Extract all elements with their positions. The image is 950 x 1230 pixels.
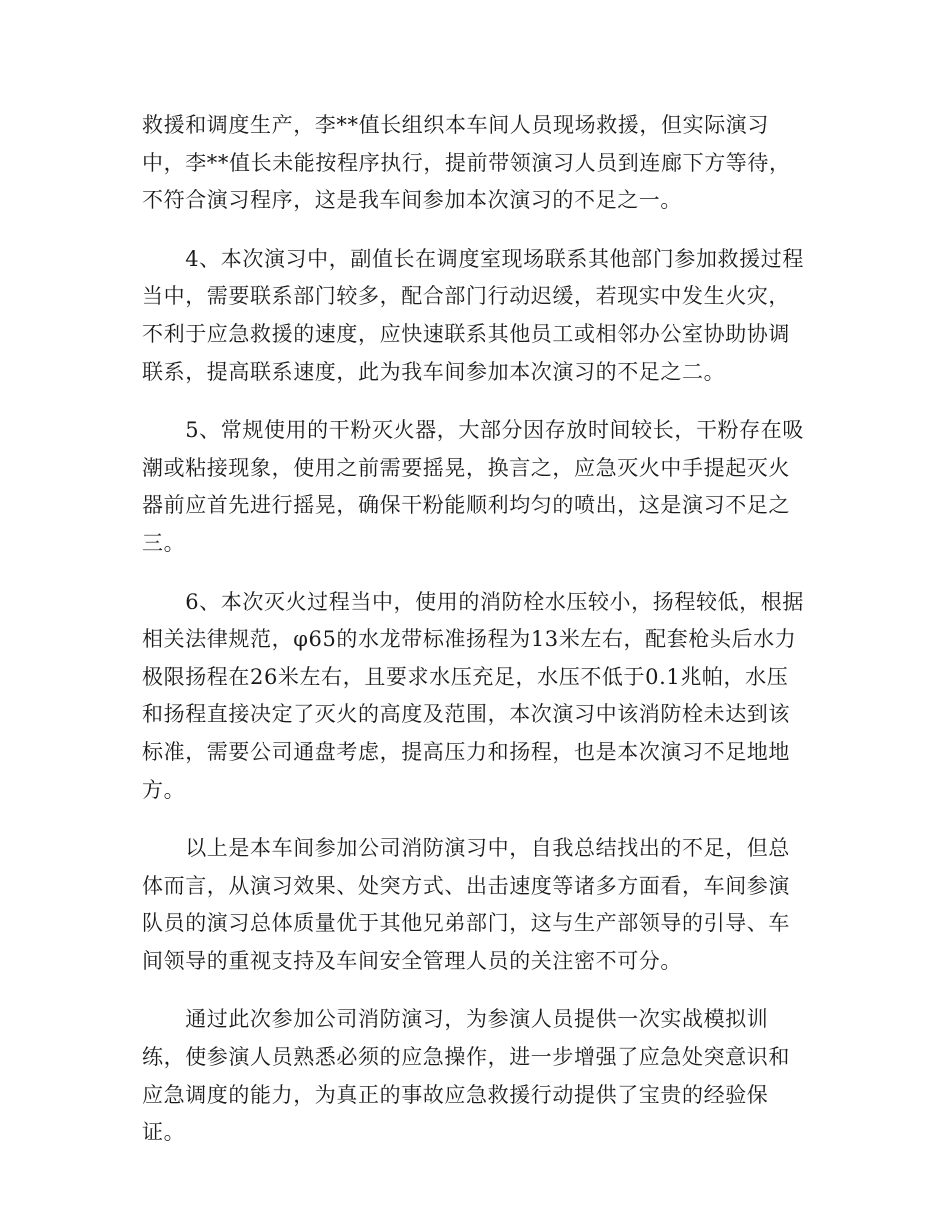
paragraph-summary: 以上是本车间参加公司消防演习中，自我总结找出的不足，但总 体而言，从演习效果、处突方式、出击速度等诸多方面看，车间参演 队员的演习总体质量优于其他兄弟部门，这与生产部领导的引导、车 间领导的重视支持及车间安全管理人员的关注密不可分。	[142, 836, 790, 973]
paragraph-item-4: 4、本次演习中，副值长在调度室现场联系其他部门参加救援过程 当中，需要联系部门较多，配合部门行动迟缓，若现实中发生火灾， 不利于应急救援的速度，应快速联系其他员工或相邻办公室协助协调 联系，提高联系速度，此为我车间参加本次演习的不足之二。	[142, 246, 804, 384]
document-body	[142, 107, 807, 1173]
paragraph-continuation: 救援和调度生产，李**值长组织本车间人员现场救援，但实际演习 中，李**值长未能按程序执行，提前带领演习人员到连廊下方等待， 不符合演习程序，这是我车间参加本次演习的不足之一。	[142, 113, 791, 213]
paragraph-item-5: 5、常规使用的干粉灭火器，大部分因存放时间较长，干粉存在吸 潮或粘接现象，使用之前需要摇晃，换言之，应急灭火中手提起灭火 器前应首先进行摇晃，确保干粉能顺利均匀的喷出，这是演习不足之 三。	[142, 418, 804, 555]
paragraph-conclusion: 通过此次参加公司消防演习，为参演人员提供一次实战模拟训 练，使参演人员熟悉必须的应急操作，进一步增强了应急处突意识和 应急调度的能力，为真正的事故应急救援行动提供了宝贵的经验保 证。	[142, 1007, 790, 1145]
paragraph-item-6: 6、本次灭火过程当中，使用的消防栓水压较小，扬程较低，根据 相关法律规范，φ65的水龙带标准扬程为13米左右，配套枪头后水力 极限扬程在26米左右，且要求水压充足，水压不低于0.1兆帕，水压 和扬程直接决定了灭火的高度及范围，本次演习中该消防栓未达到该 标准，需要公司通盘考虑，提高压力和扬程，也是本次演习不足地地 方。	[142, 589, 804, 802]
